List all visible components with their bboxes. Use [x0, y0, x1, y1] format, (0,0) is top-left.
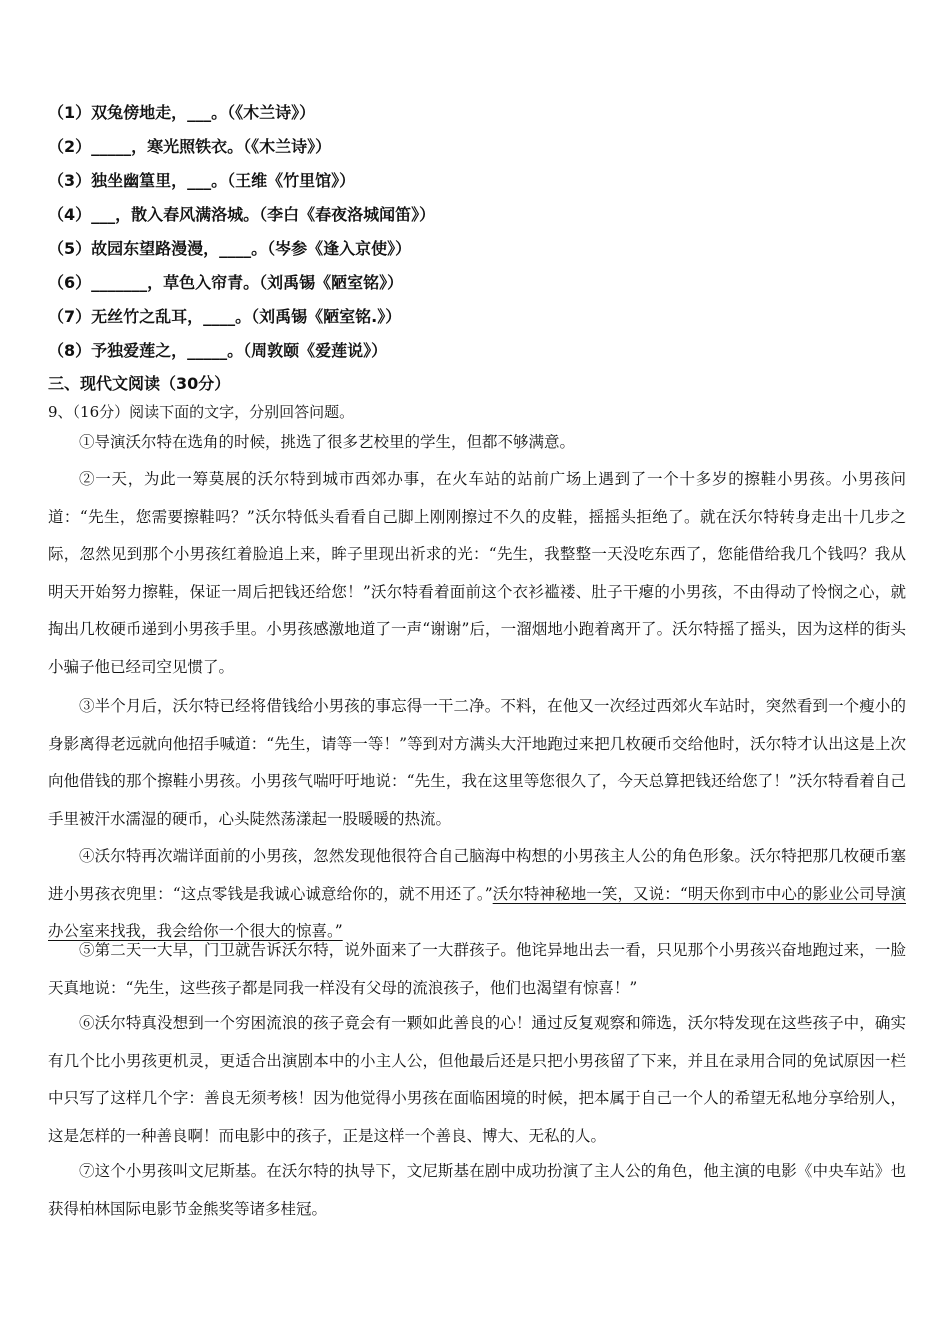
paragraph-5: ⑤第二天一大早，门卫就告诉沃尔特，说外面来了一大群孩子。他诧异地出去一看，只见那个小男孩兴奋地跑过来，一脸天真地说：“先生，这些孩子都是同我一样没有父母的流浪孩子，他们也渴望有惊喜！”	[48, 941, 906, 997]
fill-blank-item-6: （6）_______，草色入帘青。（刘禹锡《陋室铭》）	[48, 273, 404, 292]
fill-blank-item-5: （5）故园东望路漫漫，____。（岑参《逢入京使》）	[48, 239, 412, 258]
fill-blank-item-7: （7）无丝竹之乱耳，____。（刘禹锡《陋室铭.》）	[48, 307, 402, 326]
fill-blank-item-4: （4）___，散入春风满洛城。（李白《春夜洛城闻笛》）	[48, 205, 436, 224]
paragraph-6: ⑥沃尔特真没想到一个穷困流浪的孩子竟会有一颗如此善良的心！通过反复观察和筛选，沃尔特发现在这些孩子中，确实有几个比小男孩更机灵，更适合出演剧本中的小主人公，但他最后还是只把小男孩留了下来，并且在录用合同的免试原因一栏中只写了这样几个字：善良无须考核！因为他觉得小男孩在面临困境的时候，把本属于自己一个人的希望无私地分享给别人，这是怎样的一种善良啊！而电影中的孩子，正是这样一个善良、博大、无私的人。	[48, 1014, 906, 1145]
fill-blank-item-1: （1）双兔傍地走，___。（《木兰诗》）	[48, 103, 316, 122]
paragraph-1: ①导演沃尔特在选角的时候，挑选了很多艺校里的学生，但都不够满意。	[79, 433, 576, 451]
paragraph-4-underlined-text: 沃尔特神秘地一笑，又说：“明天你到市中心的影业公司导演办公室来找我，我会给你一个很大的惊喜。”	[48, 884, 906, 941]
paragraph-3: ③半个月后，沃尔特已经将借钱给小男孩的事忘得一干二净。不料，在他又一次经过西郊火车站时，突然看到一个瘦小的身影离得老远就向他招手喊道：“先生，请等一等！”等到对方满头大汗地跑过来把几枚硬币交给他时，沃尔特才认出这是上次向他借钱的那个擦鞋小男孩。小男孩气喘吁吁地说：“先生，我在这里等您很久了，今天总算把钱还给您了！”沃尔特看着自己手里被汗水濡湿的硬币，心头陡然荡漾起一股暖暖的热流。	[48, 697, 906, 828]
fill-blank-item-8: （8）予独爱莲之，_____。（周敦颐《爱莲说》）	[48, 341, 388, 360]
fill-blank-item-3: （3）独坐幽篁里，___。（王维《竹里馆》）	[48, 171, 356, 190]
paragraph-7: ⑦这个小男孩叫文尼斯基。在沃尔特的执导下，文尼斯基在剧中成功扮演了主人公的角色，他主演的电影《中央车站》也获得柏林国际电影节金熊奖等诸多桂冠。	[48, 1162, 906, 1218]
fill-blank-item-2: （2）_____，寒光照铁衣。（《木兰诗》）	[48, 137, 332, 156]
question-prompt: 9、（16分）阅读下面的文字，分别回答问题。	[48, 403, 355, 421]
section-heading: 三、现代文阅读（30分）	[48, 374, 231, 393]
paragraph-4-text: ④沃尔特再次端详面前的小男孩，忽然发现他很符合自己脑海中构想的小男孩主人公的角色形象。沃尔特把那几枚硬币塞进小男孩衣兜里：“这点零钱是我诚心诚意给你的，就不用还了。”	[48, 847, 906, 903]
paragraph-2: ②一天，为此一筹莫展的沃尔特到城市西郊办事，在火车站的站前广场上遇到了一个十多岁的擦鞋小男孩。小男孩问道：“先生，您需要擦鞋吗？”沃尔特低头看看自己脚上刚刚擦过不久的皮鞋，摇摇头拒绝了。就在沃尔特转身走出十几步之际，忽然见到那个小男孩红着脸追上来，眸子里现出祈求的光：“先生，我整整一天没吃东西了，您能借给我几个钱吗？我从明天开始努力擦鞋，保证一周后把钱还给您！”沃尔特看着面前这个衣衫褴褛、肚子干瘪的小男孩，不由得动了怜悯之心，就掏出几枚硬币递到小男孩手里。小男孩感激地道了一声“谢谢”后，一溜烟地小跑着离开了。沃尔特摇了摇头，因为这样的街头小骗子他已经司空见惯了。	[48, 470, 906, 676]
